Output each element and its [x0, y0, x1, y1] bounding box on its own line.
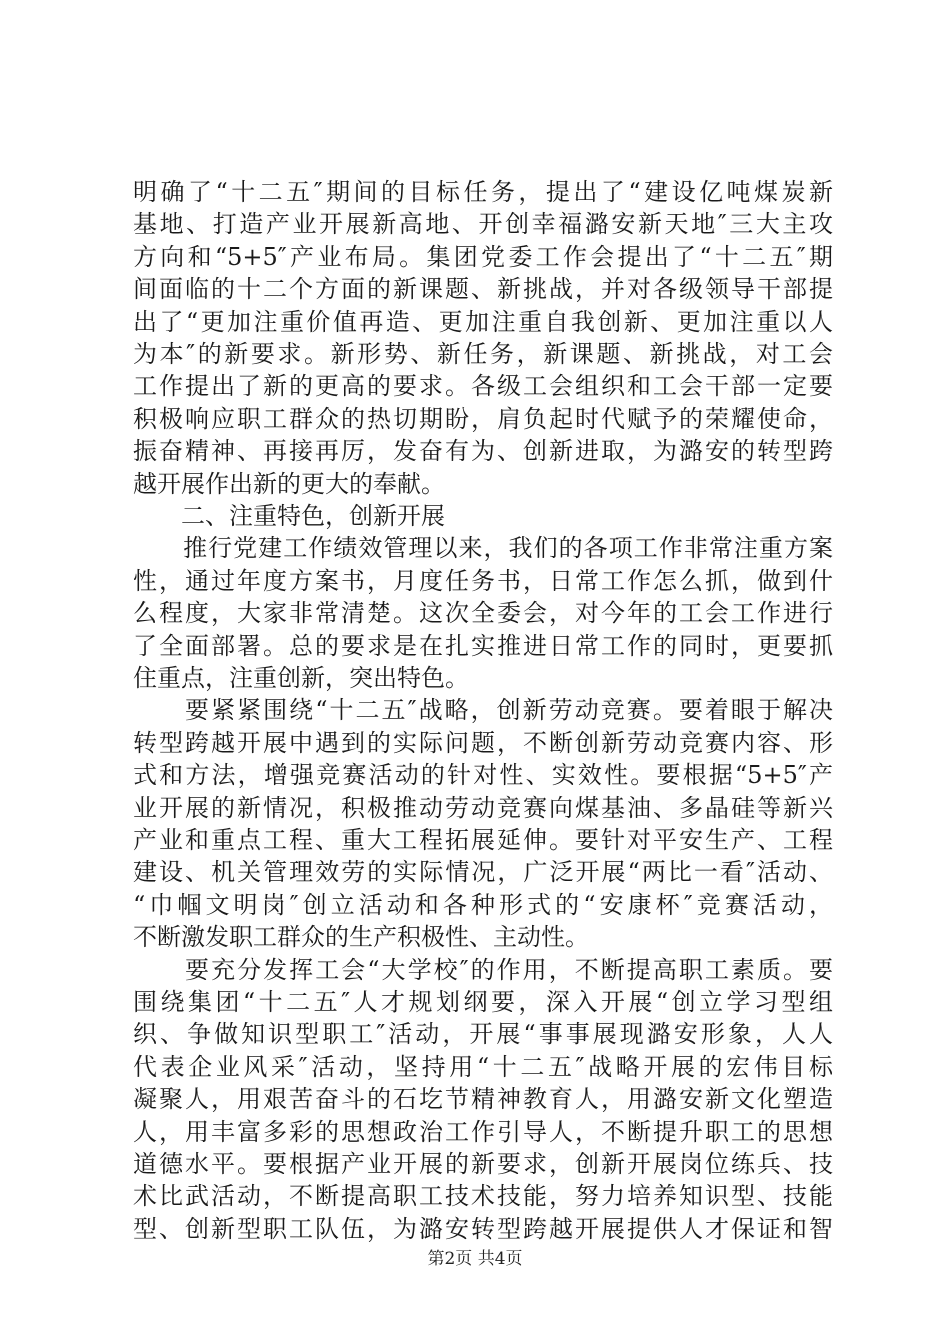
text-line: 积极响应职工群众的热切期盼，肩负起时代赋予的荣耀使命， [133, 404, 833, 433]
text-line: 出了“更加注重价值再造、更加注重自我创新、更加注重以人 [133, 307, 833, 336]
text-line: 要充分发挥工会“大学校″的作用，不断提高职工素质。要 [133, 955, 833, 984]
text-line: 明确了“十二五″期间的目标任务，提出了“建设亿吨煤炭新 [133, 178, 833, 206]
text-line: 凝聚人，用艰苦奋斗的石圪节精神教育人，用潞安新文化塑造 [133, 1085, 833, 1114]
text-line: 间面临的十二个方面的新课题、新挑战，并对各级领导干部提 [133, 275, 833, 304]
text-line: 要紧紧围绕“十二五″战略，创新劳动竞赛。要着眼于解决 [133, 696, 833, 725]
page-footer: 第2页 共4页 [427, 1249, 523, 1269]
text-line: 推行党建工作绩效管理以来，我们的各项工作非常注重方案 [133, 534, 833, 563]
text-line: 二、注重特色，创新开展 [133, 502, 445, 530]
text-line: 了全面部署。总的要求是在扎实推进日常工作的同时，更要抓 [133, 631, 833, 660]
text-line: 人，用丰富多彩的思想政治工作引导人，不断提升职工的思想 [133, 1117, 833, 1146]
text-line: 代表企业风采″活动，坚持用“十二五″战略开展的宏伟目标 [133, 1052, 833, 1081]
text-line: “巾帼文明岗″创立活动和各种形式的“安康杯″竞赛活动， [133, 890, 833, 919]
text-line: 越开展作出新的更大的奉献。 [133, 469, 445, 498]
text-line: 道德水平。要根据产业开展的新要求，创新开展岗位练兵、技 [133, 1150, 833, 1178]
text-line: 振奋精神、再接再厉，发奋有为、创新进取，为潞安的转型跨 [133, 437, 833, 466]
text-line: 建设、机关管理效劳的实际情况，广泛开展“两比一看″活动、 [133, 858, 833, 887]
text-line: 型、创新型职工队伍，为潞安转型跨越开展提供人才保证和智 [133, 1214, 833, 1243]
text-line: 业开展的新情况，积极推动劳动竞赛向煤基油、多晶硅等新兴 [133, 793, 833, 822]
text-line: 织、争做知识型职工″活动，开展“事事展现潞安形象，人人 [133, 1020, 833, 1049]
text-line: 性，通过年度方案书，月度任务书，日常工作怎么抓，做到什 [133, 566, 833, 595]
text-line: 基地、打造产业开展新高地、开创幸福潞安新天地″三大主攻 [133, 210, 833, 239]
text-line: 工作提出了新的更高的要求。各级工会组织和工会干部一定要 [133, 372, 833, 401]
text-line: 产业和重点工程、重大工程拓展延伸。要针对平安生产、工程 [133, 826, 833, 854]
text-line: 么程度，大家非常清楚。这次全委会，对今年的工会工作进行 [133, 599, 833, 628]
text-line: 式和方法，增强竞赛活动的针对性、实效性。要根据“5+5″产 [133, 761, 833, 790]
text-line: 住重点，注重创新，突出特色。 [133, 664, 469, 692]
text-line: 术比武活动，不断提高职工技术技能，努力培养知识型、技能 [133, 1182, 833, 1211]
text-line: 为本″的新要求。新形势、新任务，新课题、新挑战，对工会 [133, 340, 833, 368]
text-line: 方向和“5+5″产业布局。集团党委工作会提出了“十二五″期 [133, 242, 833, 271]
text-line: 不断激发职工群众的生产积极性、主动性。 [133, 923, 589, 952]
text-line: 转型跨越开展中遇到的实际问题，不断创新劳动竞赛内容、形 [133, 728, 833, 757]
text-line: 围绕集团“十二五″人才规划纲要，深入开展“创立学习型组 [133, 988, 833, 1016]
